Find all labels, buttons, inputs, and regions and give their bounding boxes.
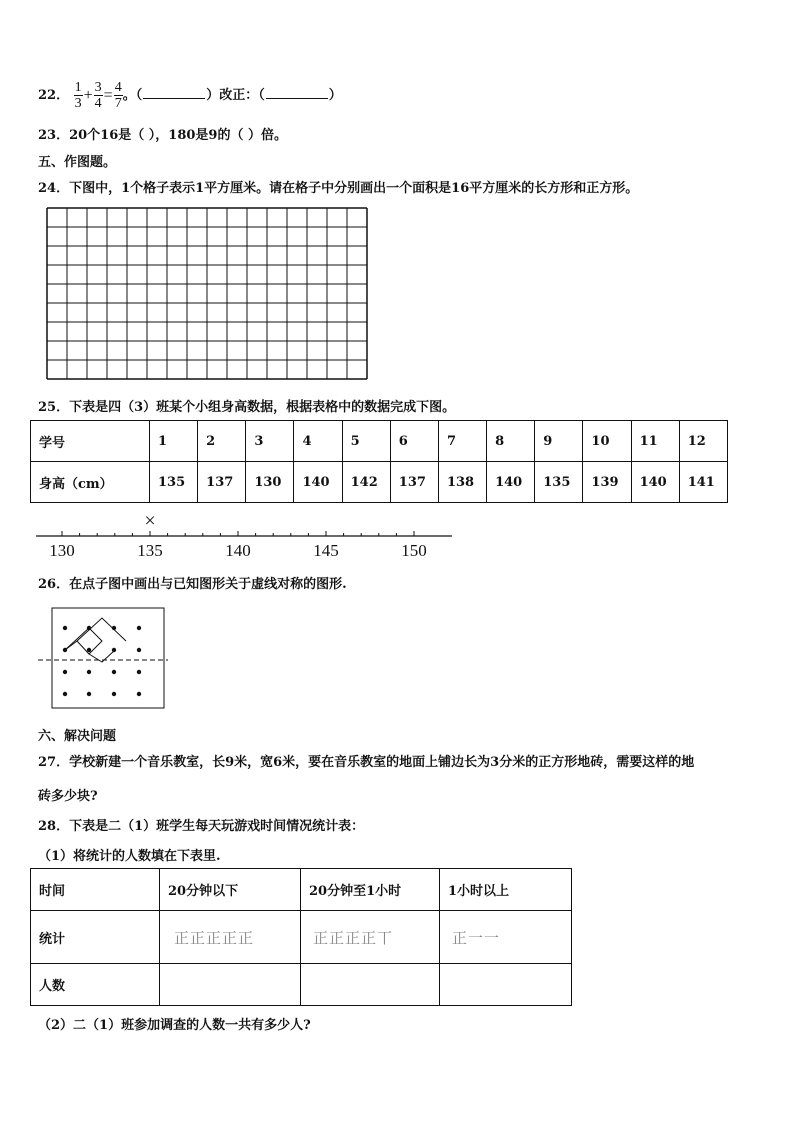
question-28-part-2: （2）二（1）班参加调查的人数一共有多少人? (38, 1018, 311, 1033)
height-cell: 139 (583, 462, 631, 503)
id-cell: 4 (294, 421, 342, 462)
height-row (31, 462, 728, 503)
count-row (31, 964, 572, 1006)
data-mark-x: × (144, 510, 156, 532)
row-label: 学号 (31, 421, 150, 462)
grid-dot[interactable] (63, 670, 67, 674)
header-cell: 1小时以上 (440, 869, 572, 911)
grid-dot[interactable] (112, 626, 116, 630)
answer-blank[interactable] (143, 88, 205, 99)
header-cell: 20分钟以下 (160, 869, 301, 911)
grid-dot[interactable] (87, 692, 91, 696)
question-23: 23．20个16是（ ），180是9的（ ）倍。 (38, 128, 288, 143)
id-cell: 3 (246, 421, 294, 462)
grid-dot[interactable] (112, 648, 116, 652)
given-shape (65, 618, 126, 662)
question-26: 26．在点子图中画出与已知图形关于虚线对称的图形. (38, 577, 347, 592)
id-cell: 10 (583, 421, 631, 462)
square-grid[interactable] (46, 207, 370, 381)
header-cell: 时间 (31, 869, 160, 911)
id-cell: 8 (487, 421, 535, 462)
grid-dot[interactable] (112, 692, 116, 696)
height-table (30, 420, 728, 503)
count-cell[interactable] (301, 964, 440, 1006)
section-six-heading: 六、解决问题 (38, 729, 117, 744)
height-cell: 130 (246, 462, 294, 503)
height-cell: 140 (487, 462, 535, 503)
question-27-line-2: 砖多少块? (38, 789, 98, 804)
grid-dot[interactable] (137, 670, 141, 674)
tally-cell (301, 911, 440, 964)
tally-cell (160, 911, 301, 964)
height-cell: 138 (438, 462, 486, 503)
question-28: 28．下表是二（1）班学生每天玩游戏时间情况统计表： (38, 819, 365, 834)
height-cell: 140 (294, 462, 342, 503)
grid-dot[interactable] (137, 692, 141, 696)
row-label: 身高（cm） (31, 462, 150, 503)
question-22: 22． $\frac{1}{3}$ + $\frac{3}{4}$ = $\frac{4}{7}$ 。（ ）改正：（ ） (38, 80, 342, 111)
tally-row (31, 911, 572, 964)
grid-dot[interactable] (137, 626, 141, 630)
id-cell: 7 (438, 421, 486, 462)
height-cell: 137 (198, 462, 246, 503)
tally-cell (440, 911, 572, 964)
fraction-one-third: $\frac{1}{3}$ (74, 80, 82, 111)
game-time-table (30, 868, 572, 1006)
correction-blank[interactable] (266, 88, 328, 99)
id-cell: 9 (535, 421, 583, 462)
id-cell: 12 (679, 421, 727, 462)
fraction-four-sevenths: $\frac{4}{7}$ (114, 80, 122, 111)
count-cell[interactable] (160, 964, 301, 1006)
question-24: 24．下图中，1个格子表示1平方厘米。请在格子中分别画出一个面积是16平方厘米的长方形和正方形。 (38, 181, 639, 196)
student-id-row (31, 421, 728, 462)
grid-dot[interactable] (137, 648, 141, 652)
grid-dot[interactable] (63, 648, 67, 652)
id-cell: 5 (342, 421, 390, 462)
tally-marks: 正正正正正 (174, 928, 255, 947)
question-27-line-1: 27．学校新建一个音乐教室，长9米，宽6米，要在音乐教室的地面上铺边长为3分米的正方形地砖，需要这样的地 (38, 755, 695, 770)
grid-dot[interactable] (87, 648, 91, 652)
row-label: 人数 (31, 964, 160, 1006)
figure-frame (52, 608, 164, 708)
fraction-three-quarters: $\frac{3}{4}$ (94, 80, 102, 111)
tick-label: 150 (401, 541, 427, 560)
number-line[interactable] (30, 505, 460, 567)
id-cell: 2 (198, 421, 246, 462)
id-cell: 1 (150, 421, 198, 462)
question-28-part-1: （1）将统计的人数填在下表里. (38, 849, 221, 864)
grid-dot[interactable] (112, 670, 116, 674)
height-cell: 142 (342, 462, 390, 503)
row-label: 统计 (31, 911, 160, 964)
height-cell: 135 (150, 462, 198, 503)
grid-dot[interactable] (87, 626, 91, 630)
height-cell: 141 (679, 462, 727, 503)
dot-symmetry-figure[interactable] (36, 606, 170, 710)
section-five-heading: 五、作图题。 (38, 155, 117, 170)
question-25: 25．下表是四（3）班某个小组身高数据，根据表格中的数据完成下图。 (38, 400, 456, 415)
tick-label: 130 (49, 541, 75, 560)
height-cell: 137 (390, 462, 438, 503)
height-cell: 135 (535, 462, 583, 503)
count-cell[interactable] (440, 964, 572, 1006)
height-cell: 140 (631, 462, 679, 503)
tick-label: 145 (313, 541, 339, 560)
grid-dot[interactable] (87, 670, 91, 674)
tick-label: 140 (225, 541, 251, 560)
id-cell: 11 (631, 421, 679, 462)
header-row (31, 869, 572, 911)
grid-dot[interactable] (63, 692, 67, 696)
grid-dot[interactable] (63, 626, 67, 630)
tally-marks: 正一一 (452, 928, 501, 947)
tick-label: 135 (137, 541, 163, 560)
header-cell: 20分钟至1小时 (301, 869, 440, 911)
id-cell: 6 (390, 421, 438, 462)
tally-marks: 正正正正丅 (313, 928, 394, 947)
